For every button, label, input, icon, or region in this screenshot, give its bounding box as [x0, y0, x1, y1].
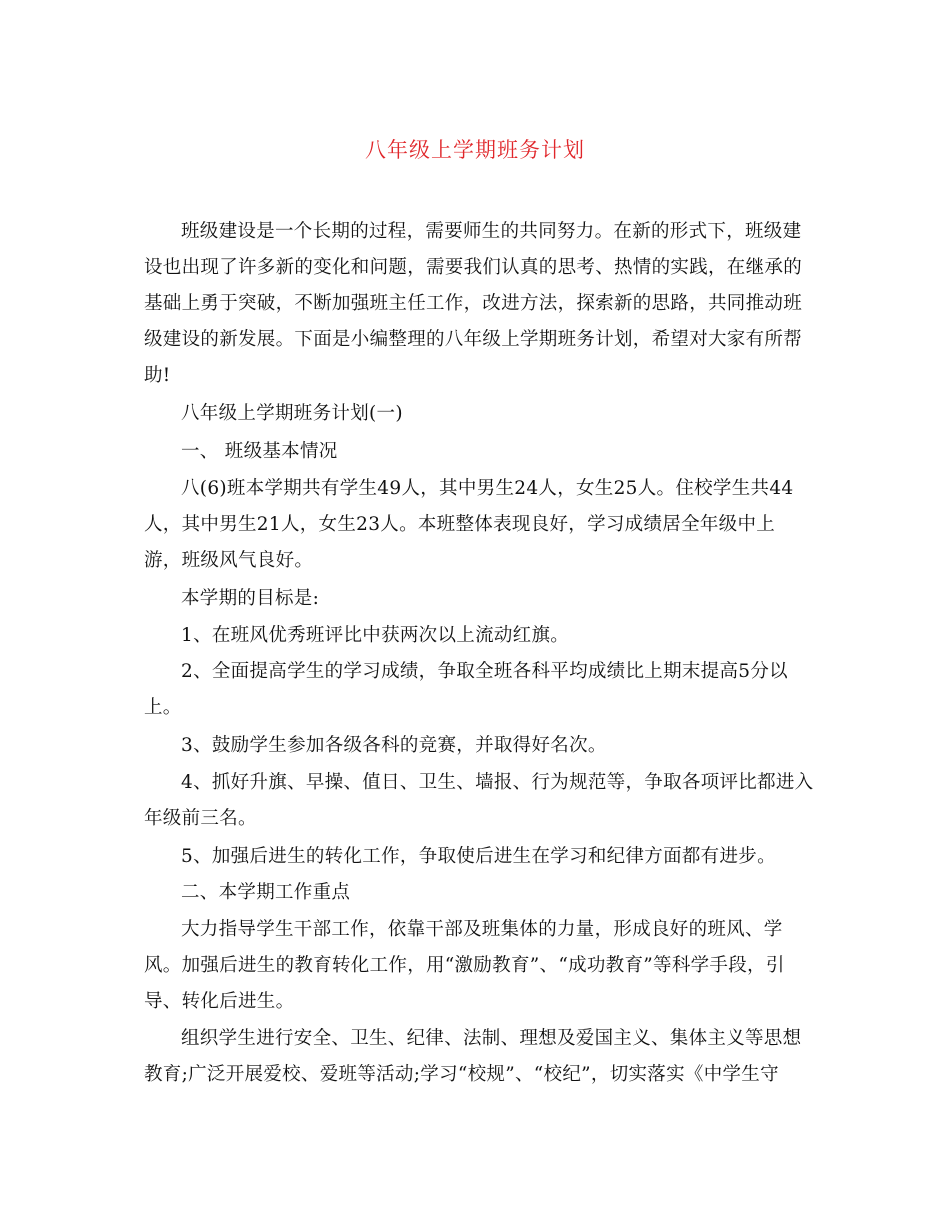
paragraph-line: 基础上勇于突破，不断加强班主任工作，改进方法，探索新的思路，共同推动班	[144, 293, 803, 314]
paragraph-line: 人，其中男生21人，女生23人。本班整体表现良好，学习成绩居全年级中上	[144, 514, 776, 535]
paragraph-line: 设也出现了许多新的变化和问题，需要我们认真的思考、热情的实践，在继承的	[144, 257, 803, 278]
paragraph-line: 级建设的新发展。下面是小编整理的八年级上学期班务计划，希望对大家有所帮	[144, 329, 803, 350]
section-heading: 八年级上学期班务计划(一)	[181, 403, 403, 424]
list-item: 2、全面提高学生的学习成绩，争取全班各科平均成绩比上期末提高5分以	[181, 661, 788, 682]
paragraph-line: 游，班级风气良好。	[144, 550, 314, 571]
paragraph-line: 助!	[144, 365, 171, 386]
paragraph-line: 风。加强后进生的教育转化工作，用“激励教育”、“成功教育”等科学手段，引	[144, 955, 785, 976]
section-heading: 一、 班级基本情况	[181, 441, 338, 462]
document-title: 八年级上学期班务计划	[365, 138, 585, 162]
paragraph-line: 八(6)班本学期共有学生49人，其中男生24人，女生25人。住校学生共44	[181, 478, 794, 499]
paragraph-line: 教育;广泛开展爱校、爱班等活动;学习“校规”、“校纪”，切实落实《中学生守	[144, 1064, 779, 1085]
list-item: 1、在班风优秀班评比中获两次以上流动红旗。	[181, 625, 570, 646]
paragraph-line: 班级建设是一个长期的过程，需要师生的共同努力。在新的形式下，班级建	[181, 221, 802, 242]
section-heading: 二、本学期工作重点	[181, 882, 351, 903]
list-item: 4、抓好升旗、早操、值日、卫生、墙报、行为规范等，争取各项评比都进入	[181, 772, 814, 793]
list-item-continuation: 年级前三名。	[144, 808, 257, 829]
paragraph-line: 组织学生进行安全、卫生、纪律、法制、理想及爱国主义、集体主义等思想	[181, 1028, 802, 1049]
paragraph-line: 本学期的目标是:	[181, 588, 320, 609]
paragraph-line: 导、转化后进生。	[144, 991, 295, 1012]
list-item: 3、鼓励学生参加各级各科的竞赛，并取得好名次。	[181, 735, 607, 756]
paragraph-line: 大力指导学生干部工作，依靠干部及班集体的力量，形成良好的班风、学	[181, 919, 783, 940]
list-item-continuation: 上。	[144, 697, 182, 718]
list-item: 5、加强后进生的转化工作，争取使后进生在学习和纪律方面都有进步。	[181, 846, 776, 867]
